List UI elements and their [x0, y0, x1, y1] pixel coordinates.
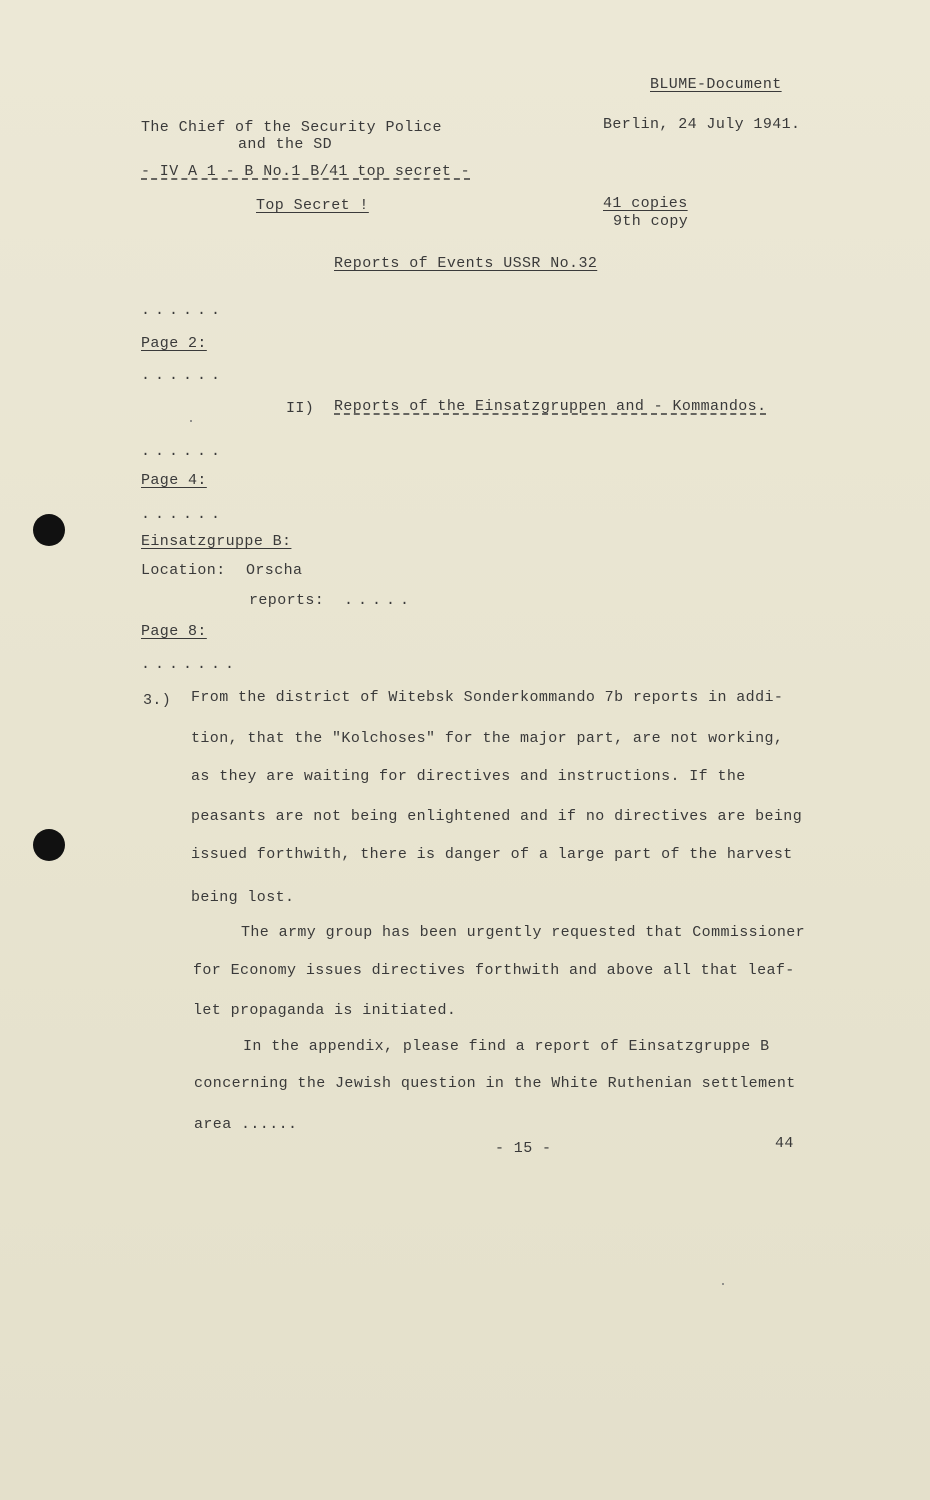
reference-line: - IV A 1 - B No.1 B/41 top secret - [141, 163, 471, 180]
ellipsis-5: ....... [141, 656, 240, 673]
ellipsis-3: ...... [141, 443, 226, 460]
paragraph-3-line-3: area ...... [194, 1116, 298, 1133]
paragraph-1-line-2: tion, that the "Kolchoses" for the major part, are not working, [191, 730, 784, 747]
report-title: Reports of Events USSR No.32 [334, 255, 598, 272]
paragraph-1-line-4: peasants are not being enlightened and if no directives are being [191, 808, 803, 825]
paragraph-2-line-1: The army group has been urgently requested that Commissioner [241, 924, 806, 941]
reports-ellipsis: ..... [344, 592, 415, 609]
paragraph-2-line-3: let propaganda is initiated. [193, 1002, 457, 1019]
section-number: II) [286, 400, 315, 417]
sender-line-2: and the SD [238, 136, 333, 153]
location-label: Location: [141, 562, 226, 579]
page-number: - 15 - [495, 1140, 552, 1157]
page-8-label: Page 8: [141, 623, 207, 640]
copy-number: 9th copy [613, 213, 689, 230]
paragraph-3-line-2: concerning the Jewish question in the White Ruthenian settlement [194, 1075, 796, 1092]
reports-label: reports: [249, 592, 325, 609]
ellipsis-2: ...... [141, 367, 226, 384]
location-value: Orscha [246, 562, 303, 579]
place-date: Berlin, 24 July 1941. [603, 116, 801, 133]
paragraph-1-line-6: being lost. [191, 889, 295, 906]
paragraph-2-line-2: for Economy issues directives forthwith and above all that leaf- [193, 962, 795, 979]
paragraph-1-line-1: From the district of Witebsk Sonderkommando 7b reports in addi- [191, 689, 784, 706]
paper-speck [190, 420, 192, 422]
paragraph-1-line-5: issued forthwith, there is danger of a large part of the harvest [191, 846, 793, 863]
paragraph-3-line-1: In the appendix, please find a report of Einsatzgruppe B [243, 1038, 770, 1055]
item-number: 3.) [143, 692, 172, 709]
paper-speck [722, 1283, 724, 1285]
punch-hole-top [33, 514, 65, 546]
page-4-label: Page 4: [141, 472, 207, 489]
paragraph-1-line-3: as they are waiting for directives and instructions. If the [191, 768, 746, 785]
punch-hole-bottom [33, 829, 65, 861]
copies-count: 41 copies [603, 195, 688, 212]
ellipsis-1: ...... [141, 302, 226, 319]
page-2-label: Page 2: [141, 335, 207, 352]
einsatzgruppe-label: Einsatzgruppe B: [141, 533, 292, 550]
sender-line-1: The Chief of the Security Police [141, 119, 442, 136]
section-title: Reports of the Einsatzgruppen and - Kommandos. [334, 398, 767, 415]
archive-number: 44 [775, 1135, 794, 1152]
ellipsis-4: ...... [141, 506, 226, 523]
classification: Top Secret ! [256, 197, 369, 214]
document-tag: BLUME-Document [650, 76, 782, 93]
